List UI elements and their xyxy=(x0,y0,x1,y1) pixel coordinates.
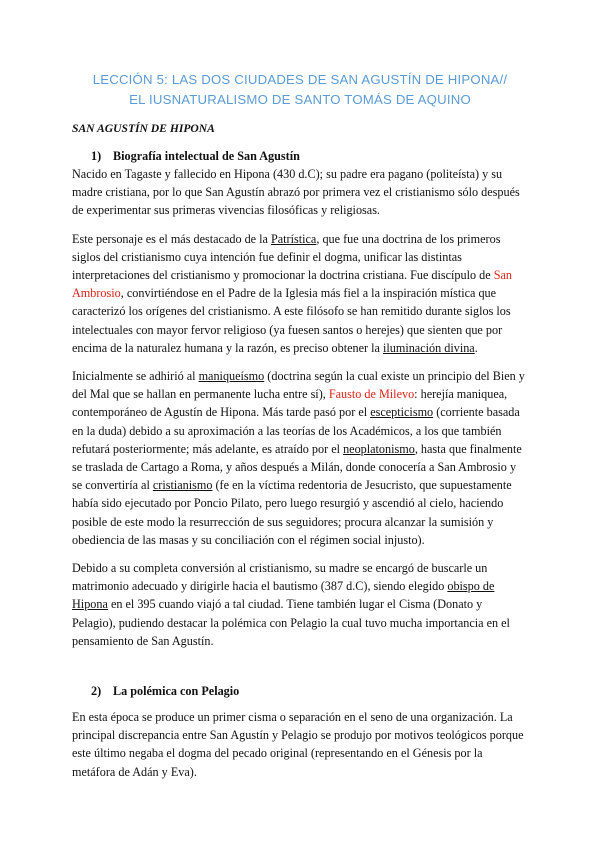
underlined-term: escepticismo xyxy=(370,405,434,420)
paragraph-5: En esta época se produce un primer cisma o separación en el seno de una organización. La principal discrepancia entre San Agustín y Pelagio se produjo por motivos teológicos porque este último negaba el dogma del pecado original (representando en el Génesis por la metáfora de Adán y Eva). xyxy=(72,710,524,779)
paragraph-2 xyxy=(72,230,528,357)
highlighted-name: Fausto de Milevo xyxy=(328,387,415,402)
heading-label: Biografía intelectual de San Agustín xyxy=(113,149,300,163)
text-run: Debido a su completa conversión al cristianismo, su madre se encargó de buscarle un matrimonio adecuado y dirigirle hacia el bautismo (387 d.C), siendo elegido xyxy=(72,561,488,594)
paragraph-4 xyxy=(72,559,528,650)
underlined-term: Patrística xyxy=(270,231,317,246)
text-run: Este personaje es el más destacado de la xyxy=(72,231,271,246)
underlined-term: iluminación divina xyxy=(382,340,475,355)
text-run: Inicialmente se adhirió al xyxy=(72,369,199,384)
underlined-term: neoplatonismo xyxy=(343,441,415,456)
heading-polemica xyxy=(72,682,528,700)
heading-biografia xyxy=(72,147,528,165)
spacer xyxy=(72,660,528,682)
text-run: (doctrina según la cual existe un principio del Bien y del Mal que se hallan en permanente lucha entre sí), xyxy=(72,369,525,402)
heading-label: La polémica con Pelagio xyxy=(113,684,240,699)
section-title: SAN AGUSTÍN DE HIPONA xyxy=(72,122,215,135)
heading-number: 1) xyxy=(91,149,102,163)
title-line-2: EL IUSNATURALISMO DE SANTO TOMÁS DE AQUINO xyxy=(129,92,471,107)
text-run: en el 395 cuando viajó a tal ciudad. Tiene también lugar el Cisma (Donato y Pelagio), pudiendo destacar la polémica con Pelagio la cual tuvo mucha importancia en el pensamiento de San Agustín. xyxy=(72,597,510,648)
text-run: (corriente basada en la duda) debido a su aproximación a las teorías de los Académicos, a los que también refutará posteriormente; más adelante, es atraído por el xyxy=(72,405,520,456)
paragraph-1: Nacido en Tagaste y fallecido en Hipona (430 d.C); su padre era pagano (politeísta) y su madre cristiana, por lo que San Agustín abrazó por primera vez el cristianismo sólo después de experimentar sus primeras vivencias filosóficas y religiosas. xyxy=(72,167,520,218)
underlined-term: cristianismo xyxy=(152,478,213,493)
document-title xyxy=(72,70,528,110)
text-run: , hasta que finalmente se traslada de Cartago a Roma, y años después a Milán, donde conocería a San Ambrosio y se convertiría al xyxy=(72,441,522,493)
text-run: , que fue una doctrina de los primeros siglos del cristianismo cuya intención fue definir el dogma, unificar las distintas interpretaciones del cristianismo y promocionar la doctrina cristiana. Fue discípulo de xyxy=(72,231,501,283)
text-run: : herejía maniquea, contemporáneo de Agustín de Hipona. Más tarde pasó por el xyxy=(72,387,508,420)
paragraph-3 xyxy=(72,367,528,549)
document-page xyxy=(72,70,528,791)
title-line-1: LECCIÓN 5: LAS DOS CIUDADES DE SAN AGUSTÍN DE HIPONA// xyxy=(92,72,508,87)
highlighted-name: San Ambrosio xyxy=(72,268,512,301)
text-run: (fe en la víctima redentoria de Jesucristo, que supuestamente había sido ejecutado por Poncio Pilato, pero luego resurgió y ascendió al cielo, haciendo posible de este modo la resurrección de sus seguidores; procura alcanzar la sumisión y obediencia de las masas y su conciliación con el régimen social injusto). xyxy=(72,478,512,547)
underlined-term: maniqueísmo xyxy=(198,369,265,384)
text-run: . xyxy=(474,340,478,355)
heading-number: 2) xyxy=(91,684,102,699)
text-run: , convirtiéndose en el Padre de la Iglesia más fiel a la inspiración mística que caracterizó los orígenes del cristianismo. A este filósofo se han remitido durante siglos los intelectuales con mayor fervor religioso (ya fuesen santos o herejes) que sienten que por encima de la naturalez humana y la razón, es preciso obtener la xyxy=(72,286,511,355)
underlined-term: obispo de Hipona xyxy=(72,579,495,612)
